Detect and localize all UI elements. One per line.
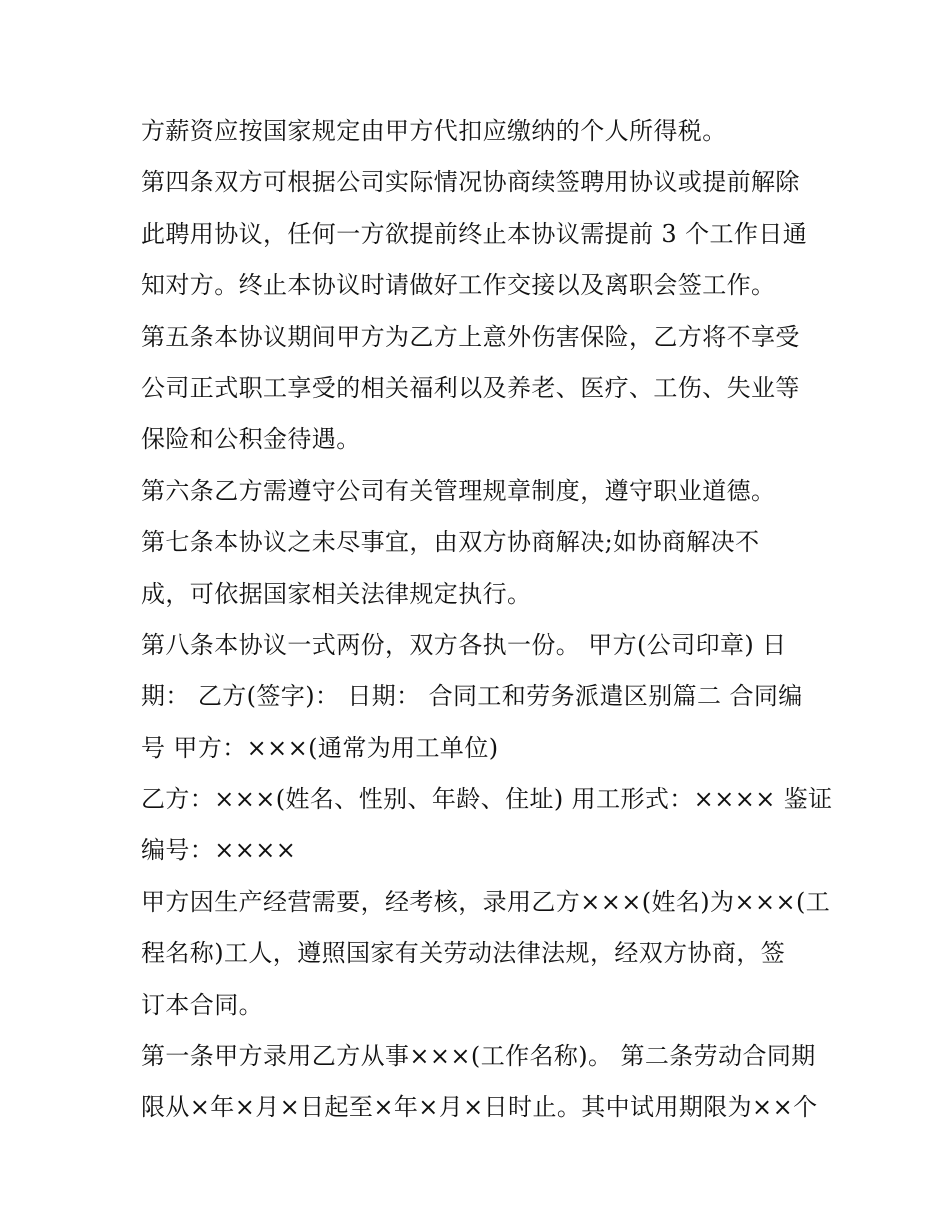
text-line: 甲方因生产经营需要，经考核，录用乙方×××(姓名)为×××(工 — [141, 887, 831, 916]
text-line: 公司正式职工享受的相关福利以及养老、医疗、工伤、失业等 — [141, 373, 800, 402]
text-line: 方薪资应按国家规定由甲方代扣应缴纳的个人所得税。 — [141, 117, 727, 145]
document-body — [141, 106, 833, 1134]
text-line: 限从×年×月×日起至×年×月×日时止。其中试用期限为××个 — [141, 1093, 818, 1122]
text-line: 第八条本协议一式两份，双方各执一份。 甲方(公司印章) 日 — [141, 630, 787, 659]
text-line: 第五条本协议期间甲方为乙方上意外伤害保险，乙方将不享受 — [141, 322, 800, 351]
text-line: 期： 乙方(签字)： 日期： 合同工和劳务派遣区别篇二 合同编 — [141, 682, 803, 711]
text-line: 编号：×××× — [141, 836, 297, 865]
text-line: 第四条双方可根据公司实际情况协商续签聘用协议或提前解除 — [141, 168, 800, 197]
text-line: 此聘用协议，任何一方欲提前终止本协议需提前 3 个工作日通 — [141, 219, 808, 248]
text-line: 第一条甲方录用乙方从事×××(工作名称)。 第二条劳动合同期 — [141, 1042, 816, 1071]
text-line: 订本合同。 — [141, 990, 263, 1019]
text-line: 成，可依据国家相关法律规定执行。 — [141, 579, 532, 608]
text-line: 保险和公积金待遇。 — [141, 425, 361, 454]
text-line: 知对方。终止本协议时请做好工作交接以及离职会签工作。 — [141, 271, 776, 300]
text-line: 第六条乙方需遵守公司有关管理规章制度，遵守职业道德。 — [141, 476, 776, 505]
text-line: 第七条本协议之未尽事宜，由双方协商解决;如协商解决不 — [141, 528, 760, 557]
text-line: 号 甲方：×××(通常为用工单位) — [141, 733, 499, 762]
text-line: 乙方：×××(姓名、性别、年龄、住址) 用工形式：×××× 鉴证 — [141, 785, 833, 814]
text-line: 程名称)工人，遵照国家有关劳动法律法规，经双方协商，签 — [141, 939, 786, 968]
